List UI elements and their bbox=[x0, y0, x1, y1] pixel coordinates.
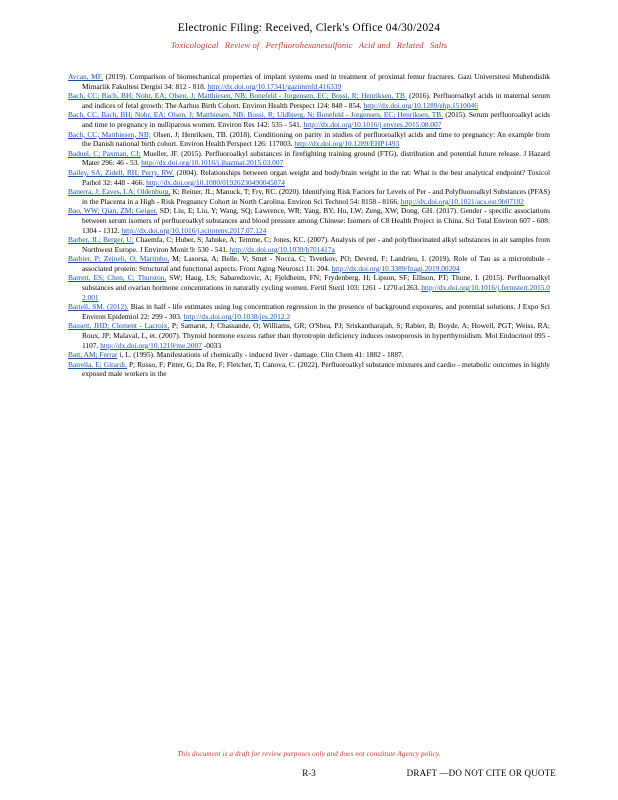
reference-citation: Olsen, J; Henriksen, TB. (2018). Conditioning on parity in studies of perfluoroalkyl acids and time to pregnancy: An example from the Danish national birth cohort. Environ Health Perspect 126: 117003. bbox=[82, 129, 550, 149]
reference-doi-suffix: -0033 bbox=[203, 340, 222, 350]
reference-citation: K; Reiner, JL; Manuck, T; Fry, RC. (2020). Identifying Risk Factors for Levels of Per - and Polyfluoroalkyl Substances (PFAS) in the Placenta in a High - Risk Pregnancy Cohort in North Carolina. Environ Sci Technol 54: 8158 - 8166. bbox=[82, 187, 551, 206]
draft-watermark: DRAFT —DO NOT CITE OR QUOTE bbox=[406, 768, 556, 778]
subtitle-word-2: Review of bbox=[224, 40, 260, 50]
reference-doi-link[interactable]: http://dx.doi.org/10.1038/jes.2012.2 bbox=[183, 311, 291, 321]
reference-authors[interactable]: Avcan, MF. bbox=[68, 72, 104, 81]
reference-entry bbox=[68, 110, 550, 129]
reference-doi-link[interactable]: http://dx.doi.org/10.1289/EHP1493 bbox=[294, 139, 400, 149]
reference-entry bbox=[68, 321, 550, 350]
reference-entry bbox=[68, 235, 550, 254]
reference-citation: Chaemfa, C; Huber, S; Jahnke, A; Temme, C; Jones, KC. (2007). Analysis of per - and polyfluorinated alkyl substances in air samples from Northwest Europe. J Environ Monit 9: 530 - 541. bbox=[82, 235, 550, 254]
reference-doi-link[interactable]: http://dx.doi.org/10.1289/ehp.1510046 bbox=[363, 100, 478, 110]
reference-entry bbox=[68, 168, 550, 187]
reference-entry bbox=[68, 360, 550, 379]
reference-authors[interactable]: Batt, AM; Ferrar bbox=[68, 350, 118, 360]
reference-citation: (2019). Comparison of biomechanical properties of implant systems used in treatment of proximal femur fractures. Gazi Universitesi Muhendislik Mimarlik Fakultesi Dergisi 34: 812 - 818. bbox=[82, 72, 551, 91]
reference-entry bbox=[68, 149, 550, 168]
reference-entry bbox=[68, 302, 550, 321]
page-number: R-3 bbox=[302, 768, 316, 778]
reference-authors[interactable]: Bassett, JHD; Clement - Lacroix, bbox=[68, 321, 170, 331]
reference-doi-link[interactable]: http://dx.doi.org/10.1016/j.fertnstert.2015.02.001 bbox=[82, 283, 550, 302]
draft-disclaimer: This document is a draft for review purposes only and does not constitute Agency policy. bbox=[177, 750, 441, 758]
reference-authors[interactable]: Bailey, SA; Zidell, RH; Perry, RW. bbox=[68, 167, 175, 177]
reference-authors[interactable]: Bao, WW; Qian, ZM; Geiger, bbox=[68, 206, 158, 216]
reference-doi-link[interactable]: http://dx.doi.org/10.1016/j.envres.2015.08.007 bbox=[303, 119, 442, 129]
reference-citation: (2004). Relationships between organ weight and body/brain weight in the rat: What is the best analytical endpoint? Toxicol Pathol 32: 448 - 466. bbox=[82, 167, 550, 187]
reference-entry bbox=[68, 254, 550, 273]
subtitle-word-4: Acid and bbox=[358, 40, 391, 50]
reference-doi-link[interactable]: http://dx.doi.org/10.1016/j.jhazmat.2015.03.007 bbox=[141, 158, 284, 168]
reference-authors[interactable]: Bach, CC; Matthiesen, NB; bbox=[68, 129, 151, 139]
reference-citation: (2015). Serum perfluoroalkyl acids and time to pregnancy in nulliparous women. Environ Res 142: 535 - 541. bbox=[82, 110, 550, 129]
reference-authors[interactable]: Barber, JL; Berger, U; bbox=[68, 235, 134, 245]
reference-authors[interactable]: Bach, CC; Bach, BH; Nohr, EA; Olsen, J; Matthiesen, NB; Bonefeld - Jorgensen, EC; Bossi, R; Henriksen, TB. bbox=[68, 91, 407, 101]
reference-citation: P; Russo, F; Pitter, G; Da Re, F; Fletcher, T; Canova, C. (2022). Perfluoroalkyl substance mixtures and cardio - metabolic outcomes in highly exposed male workers in the bbox=[82, 359, 550, 379]
reference-entry bbox=[68, 72, 550, 91]
reference-authors[interactable]: Bartell, SM. (2012). bbox=[68, 302, 129, 312]
reference-citation: Mueller, JF. (2015). Perfluoroalkyl substances in firefighting training ground (FTG), distribution and potential future release. J Hazard Mater 296: 46 - 53. bbox=[82, 148, 551, 168]
reference-doi-link[interactable]: http://dx.doi.org/10.17341/gazimmfd.416339 bbox=[207, 81, 342, 91]
reference-entry bbox=[68, 273, 550, 302]
reference-authors[interactable]: Baduel, C; Paxman, CJ; bbox=[68, 148, 141, 158]
reference-authors[interactable]: Barrett, ES; Chen, C; Thurston, bbox=[68, 273, 167, 283]
subtitle-word-1: Toxicological bbox=[170, 40, 219, 50]
reference-doi-link[interactable]: http://dx.doi.org/10.1021/acs.est.9b07102 bbox=[400, 196, 524, 206]
reference-citation: M; Lasorsa, A; Belle, V; Smet - Nocca, C; Tsvetkov, PO; Devred, F; Landrieu, I. (2019). Role of Tau as a microtubule - associated protein: Structural and functional aspects. Front Aging Neurosci 11: 204. bbox=[82, 254, 550, 273]
reference-authors[interactable]: Banerra, J; Eaves, LA; Oldenburg, bbox=[68, 187, 171, 197]
reference-authors[interactable]: Barbier, P; Zejneli, O; Martinho, bbox=[68, 254, 170, 264]
reference-citation: (2016). Perfluoroalkyl acids in maternal serum and indices of fetal growth: The Aarhus Birth Cohort. Environ Health Perspect 124: 848 - 854. bbox=[82, 91, 550, 110]
electronic-filing-header: Electronic Filing: Received, Clerk's Office 04/30/2024 bbox=[177, 22, 441, 34]
subtitle-word-5: Related bbox=[396, 40, 424, 50]
document-subtitle-header bbox=[0, 40, 618, 50]
reference-citation: P; Samarut, J; Chassande, O; Williams, GR; O'Shea, PJ; Sriskantharajah, S; Rabier, B; Boyde, A; Howell, PGT; Weiss, RA; Roux, JP; Malaval, L, et. (2007). Thyroid hormone excess rather than thyrotropin deficiency induces osteoporosis in hyperthyroidism. Mol Endocrinol 095 - 1107. bbox=[82, 321, 550, 350]
reference-authors[interactable]: Bach, CC; Bach, BH; Nohr, EA; Olsen, J; Matthiesen, NB; Bossi, R; Uldbjerg, N; Bonefeld - Jorgensen, EC; Henriksen, TB. bbox=[68, 110, 444, 120]
subtitle-word-6: Salts bbox=[429, 40, 448, 50]
reference-entry bbox=[68, 187, 550, 206]
reference-citation: SW; Haug, LS; Sabaredzovic, A; Fjeldheim, FN; Frydenberg, H; Lipson, SF; Ellison, PT; Thune, I. (2015). Perfluoroalkyl substances and ovarian hormone concentrations in naturally cycling women. Fertil Steril 103: 1261 - 1270.e1263. bbox=[82, 273, 550, 293]
reference-doi-link[interactable]: http://dx.doi.org/10.1080/01926230490045874 bbox=[146, 177, 285, 187]
reference-entry bbox=[68, 206, 550, 235]
reference-entry bbox=[68, 350, 550, 360]
reference-doi-link[interactable]: http://dx.doi.org/10.1016/j.scitotenv.2017.07.124 bbox=[121, 225, 267, 235]
reference-citation: Bias in half - life estimates using log concentration regression in the presence of background exposures, and potential solutions. J Expo Sci Environ Epidemiol 22: 299 - 303. bbox=[82, 302, 550, 321]
reference-doi-link[interactable]: http://dx.doi.org/10.1210/me.2007 bbox=[100, 340, 202, 350]
reference-authors[interactable]: Batrella, E; Girardi, bbox=[68, 359, 127, 369]
reference-citation: i, L. (1995). Manifestations of chemically - induced liver - damage. Clin Chem 41: 1882 - 1887. bbox=[119, 350, 404, 360]
subtitle-word-3: Perfluorohexanesulfonic bbox=[265, 40, 353, 50]
reference-entry bbox=[68, 130, 550, 149]
reference-entry bbox=[68, 91, 550, 110]
reference-doi-link[interactable]: http://dx.doi.org/10.1039/b701417a bbox=[229, 244, 335, 254]
reference-doi-link[interactable]: http://dx.doi.org/10.3389/fnagi.2019.00204 bbox=[331, 263, 460, 273]
reference-citation: SD; Liu, E; Liu, Y; Wang, SQ; Lawrence, WR; Yang, BY; Hu, LW; Zeng, XW; Dong, GH. (2017). Gender - specific associations between serum isomers of perfluoroalkyl substances and blood pressure among Chinese: Isomers of C8 Health Project in China. Sci Total Environ 607 - 608: 1304 - 1312. bbox=[82, 206, 550, 235]
reference-list bbox=[68, 72, 550, 379]
